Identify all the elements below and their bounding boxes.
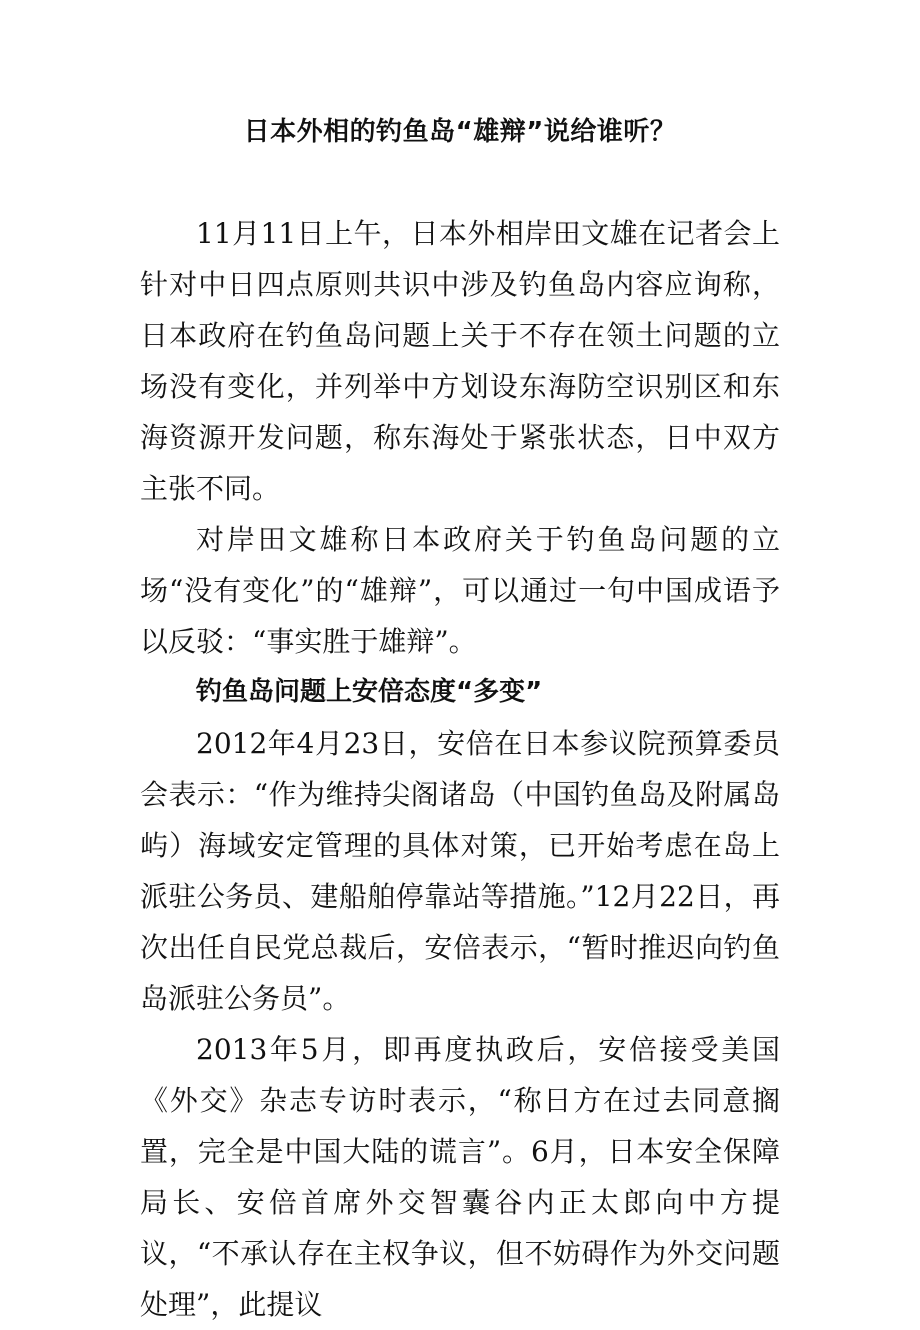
section-subheading: 钓鱼岛问题上安倍态度“多变” (196, 677, 543, 707)
paragraph-1: 11月11日上午，日本外相岸田文雄在记者会上针对中日四点原则共识中涉及钓鱼岛内容应询称，日本政府在钓鱼岛问题上关于不存在领土问题的立场没有变化，并列举中方划设东海防空识别区和东海资源开发问题，称东海处于紧张状态，日中双方主张不同。 (140, 217, 780, 505)
paragraph-3: 2012年4月23日，安倍在日本参议院预算委员会表示：“作为维持尖阁诸岛（中国钓鱼岛及附属岛屿）海域安定管理的具体对策，已开始考虑在岛上派驻公务员、建船舶停靠站等措施。”12月22日，再次出任自民党总裁后，安倍表示，“暂时推迟向钓鱼岛派驻公务员”。 (140, 727, 780, 1015)
article-title: 日本外相的钓鱼岛“雄辩”说给谁听？ (243, 117, 677, 147)
paragraph-2: 对岸田文雄称日本政府关于钓鱼岛问题的立场“没有变化”的“雄辩”，可以通过一句中国成语予以反驳：“事实胜于雄辩”。 (140, 523, 780, 658)
article-body (140, 208, 780, 1330)
paragraph-4: 2013年5月，即再度执政后，安倍接受美国《外交》杂志专访时表示，“称日方在过去同意搁置，完全是中国大陆的谎言”。6月，日本安全保障局长、安倍首席外交智囊谷内正太郎向中方提议，“不承认存在主权争议，但不妨碍作为外交问题处理”，此提议 (140, 1033, 780, 1321)
